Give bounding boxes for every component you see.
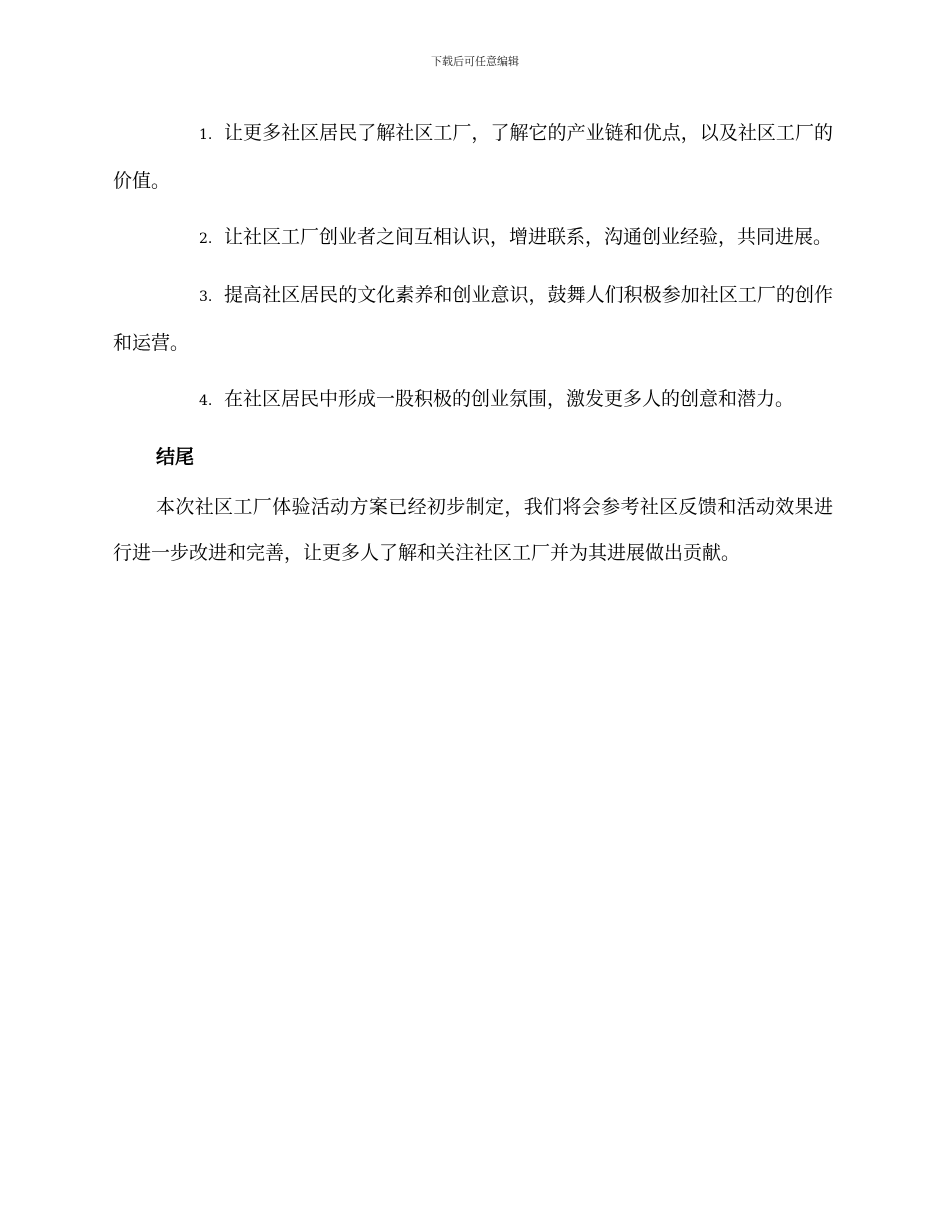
list-item-number: 3.: [199, 289, 213, 305]
list-item: [113, 110, 833, 204]
conclusion-paragraph: 本次社区工厂体验活动方案已经初步制定，我们将会参考社区反馈和活动效果进行进一步改进和完善，让更多人了解和关注社区工厂并为其进展做出贡献。: [113, 496, 833, 564]
list-item-text: 提高社区居民的文化素养和创业意识，鼓舞人们积极参加社区工厂的创作和运营。: [113, 284, 833, 354]
list-item-text: 让社区工厂创业者之间互相认识，增进联系，沟通创业经验，共同进展。: [224, 226, 833, 248]
list-item-text: 在社区居民中形成一股积极的创业氛围，激发更多人的创意和潜力。: [224, 388, 795, 410]
page-header: 下载后可任意编辑: [431, 55, 519, 68]
document-body: [113, 110, 833, 586]
list-item: [113, 272, 833, 366]
list-item-text: 让更多社区居民了解社区工厂，了解它的产业链和优点，以及社区工厂的价值。: [113, 122, 833, 192]
conclusion-heading: 结尾: [156, 446, 195, 468]
list-item-number: 4.: [199, 393, 213, 409]
list-item-number: 2.: [199, 231, 213, 247]
list-item: [113, 214, 833, 262]
list-item-number: 1.: [199, 127, 213, 143]
list-item: [113, 376, 833, 424]
